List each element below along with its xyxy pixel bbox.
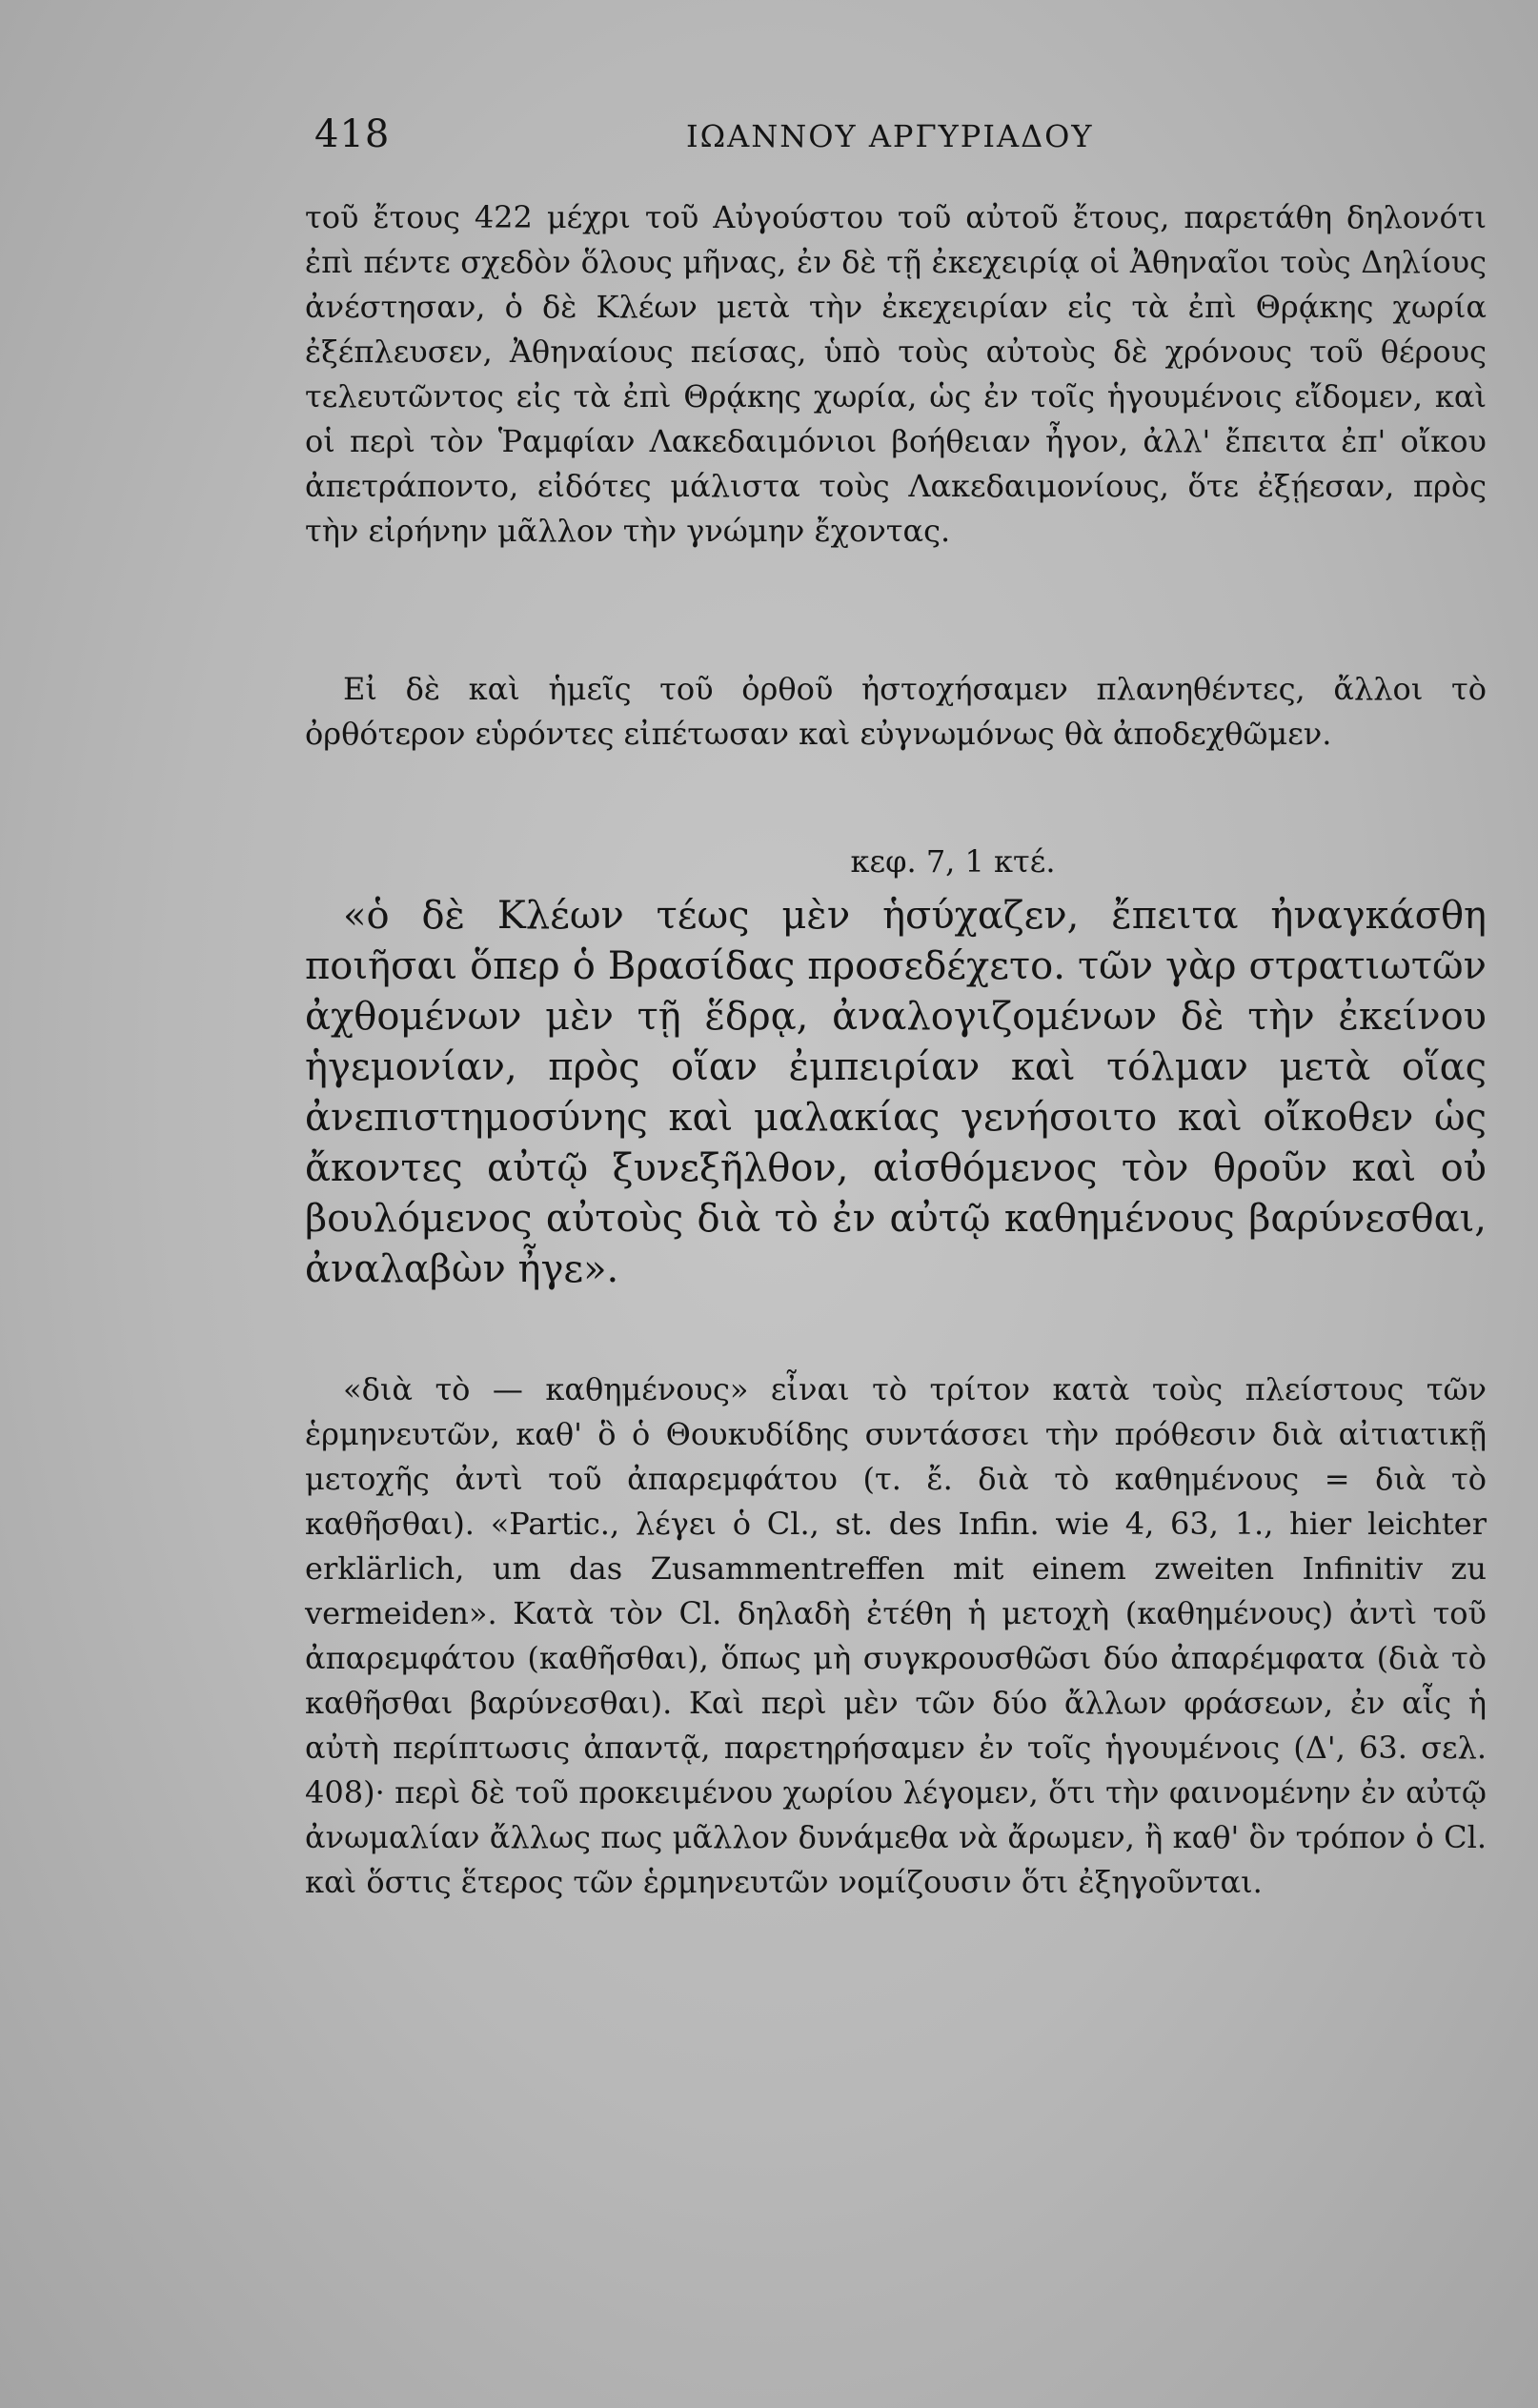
paragraph-2 — [305, 667, 1487, 757]
running-head: ΙΩΑΝΝΟΥ ΑΡΓΥΡΙΑΔΟΥ — [686, 118, 1094, 154]
quoted-passage-text: «ὁ δὲ Κλέων τέως μὲν ἡσύχαζεν, ἔπειτα ἠναγκάσθη ποιῆσαι ὅπερ ὁ Βρασίδας προσεδέχετο. τῶν γὰρ στρατιωτῶν ἀχθομένων μὲν τῇ ἕδρᾳ, ἀναλογιζομένων δὲ τὴν ἐκείνου ἡγεμονίαν, πρὸς οἵαν ἐμπειρίαν καὶ τόλμαν μετὰ οἵας ἀνεπιστημοσύνης καὶ μαλακίας γενήσοιτο καὶ οἴκοθεν ὡς ἄκοντες αὐτῷ ξυνεξῆλθον, αἰσθόμενος τὸν θροῦν καὶ οὐ βουλόμενος αὐτοὺς διὰ τὸ ἐν αὐτῷ καθημένους βαρύνεσθαι, ἀναλαβὼν ἦγε». — [305, 894, 1487, 1291]
page-header — [314, 112, 1487, 170]
paragraph-1 — [305, 195, 1487, 554]
quoted-passage — [305, 891, 1487, 1295]
commentary-paragraph — [305, 1367, 1487, 1905]
commentary-paragraph-text: «διὰ τὸ — καθημένους» εἶναι τὸ τρίτον κατὰ τοὺς πλείστους τῶν ἑρμηνευτῶν, καθ' ὃ ὁ Θουκυδίδης συντάσσει τὴν πρόθεσιν διὰ αἰτιατικῇ μετοχῆς ἀντὶ τοῦ ἀπαρεμφάτου (τ. ἔ. διὰ τὸ καθημένους = διὰ τὸ καθῆσθαι). «Partic., λέγει ὁ Cl., st. des Infin. wie 4, 63, 1., hier leichter erklärlich, um das Zusammentreffen mit einem zweiten Infinitiv zu vermeiden». Κατὰ τὸν Cl. δηλαδὴ ἐτέθη ἡ μετοχὴ (καθημένους) ἀντὶ τοῦ ἀπαρεμφάτου (καθῆσθαι), ὅπως μὴ συγκρουσθῶσι δύο ἀπαρέμφατα (διὰ τὸ καθῆσθαι βαρύνεσθαι). Καὶ περὶ μὲν τῶν δύο ἄλλων φράσεων, ἐν αἷς ἡ αὐτὴ περίπτωσις ἀπαντᾷ, παρετηρήσαμεν ἐν τοῖς ἡγουμένοις (Δ', 63. σελ. 408)· περὶ δὲ τοῦ προκειμένου χωρίου λέγομεν, ὅτι τὴν φαινομένην ἐν αὐτῷ ἀνωμαλίαν ἄλλως πως μᾶλλον δυνάμεθα νὰ ἄρωμεν, ἢ καθ' ὃν τρόπον ὁ Cl. καὶ ὅστις ἕτερος τῶν ἑρμηνευτῶν νομίζουσιν ὅτι ἐξηγοῦνται. — [305, 1371, 1487, 1900]
paragraph-1-text: τοῦ ἔτους 422 μέχρι τοῦ Αὐγούστου τοῦ αὐτοῦ ἔτους, παρετάθη δηλονότι ἐπὶ πέντε σχεδὸν ὅλους μῆνας, ἐν δὲ τῇ ἐκεχειρίᾳ οἱ Ἀθηναῖοι τοὺς Δηλίους ἀνέστησαν, ὁ δὲ Κλέων μετὰ τὴν ἐκεχειρίαν εἰς τὰ ἐπὶ Θρᾴκης χωρία ἐξέπλευσεν, Ἀθηναίους πείσας, ὑπὸ τοὺς αὐτοὺς δὲ χρόνους τοῦ θέρους τελευτῶντος εἰς τὰ ἐπὶ Θρᾴκης χωρία, ὡς ἐν τοῖς ἡγουμένοις εἴδομεν, καὶ οἱ περὶ τὸν Ῥαμφίαν Λακεδαιμόνιοι βοήθειαν ἦγον, ἀλλ' ἔπειτα ἐπ' οἴκου ἀπετράποντο, εἰδότες μάλιστα τοὺς Λακεδαιμονίους, ὅτε ἐξῄεσαν, πρὸς τὴν εἰρήνην μᾶλλον τὴν γνώμην ἔχοντας. — [305, 199, 1487, 549]
chapter-reference-text: κεφ. 7, 1 κτέ. — [850, 843, 1056, 880]
page-number: 418 — [314, 112, 391, 156]
paragraph-2-text: Εἰ δὲ καὶ ἡμεῖς τοῦ ὀρθοῦ ἠστοχήσαμεν πλανηθέντες, ἄλλοι τὸ ὀρθότερον εὑρόντες εἰπέτωσαν καὶ εὐγνωμόνως θὰ ἀποδεχθῶμεν. — [305, 671, 1487, 752]
chapter-reference — [305, 843, 1487, 880]
